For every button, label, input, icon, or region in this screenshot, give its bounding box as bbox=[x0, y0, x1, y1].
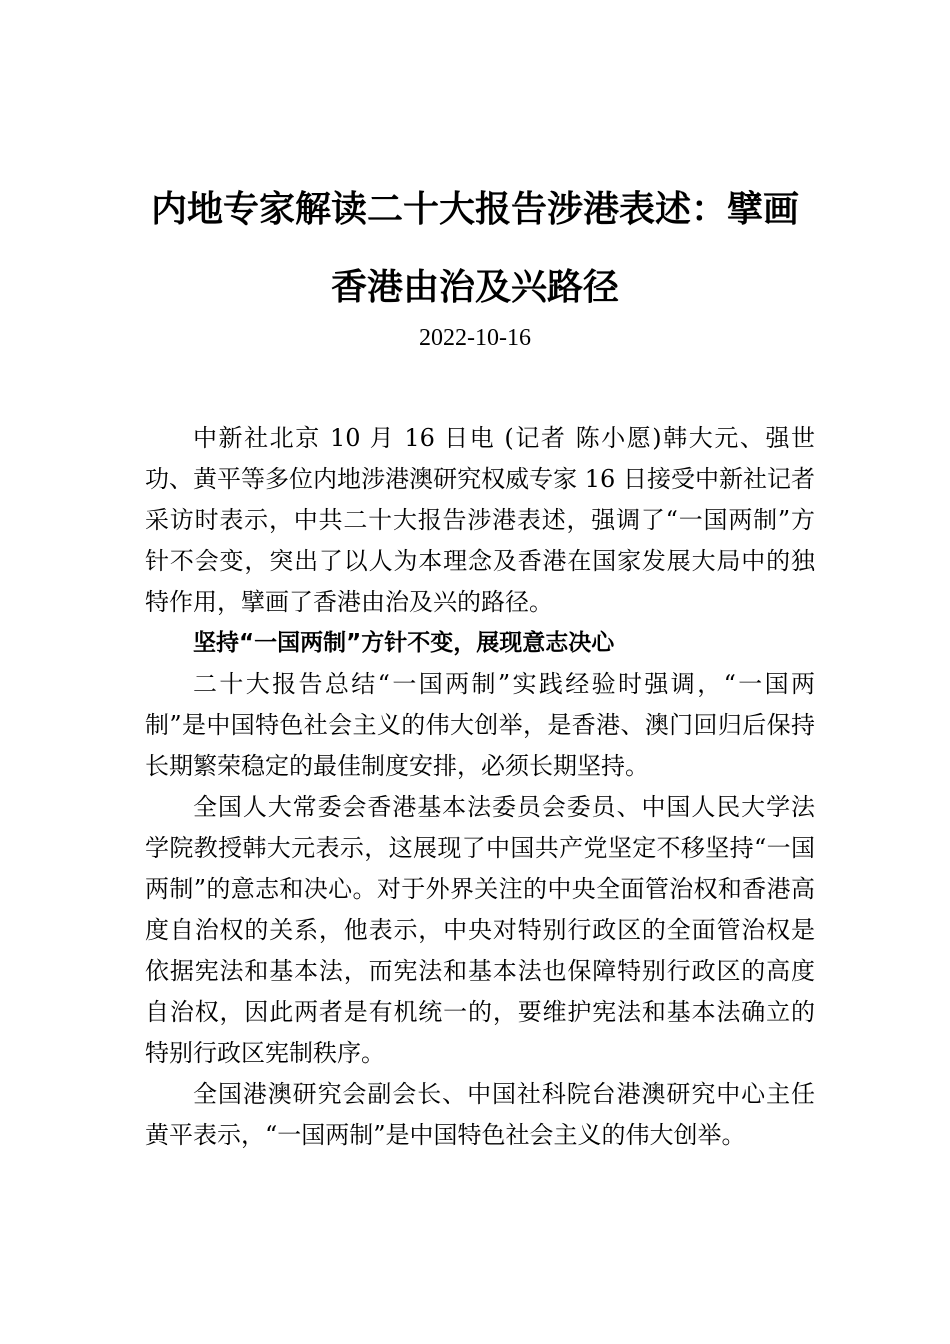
paragraph: 全国人大常委会香港基本法委员会委员、中国人民大学法学院教授韩大元表示，这展现了中国共产党坚定不移坚持“一国两制”的意志和决心。对于外界关注的中央全面管治权和香港高度自治权的关系，他表示，中央对特别行政区的全面管治权是依据宪法和基本法，而宪法和基本法也保障特别行政区的高度自治权，因此两者是有机统一的，要维护宪法和基本法确立的特别行政区宪制秩序。 bbox=[145, 793, 815, 1067]
article-title bbox=[120, 170, 830, 326]
section-heading: 坚持“一国两制”方针不变，展现意志决心 bbox=[193, 630, 615, 656]
article-date: 2022-10-16 bbox=[419, 325, 531, 351]
article-body bbox=[145, 418, 815, 1156]
paragraph-lead: 中新社北京 10 月 16 日电 (记者 陈小愿)韩大元、强世功、黄平等多位内地涉港澳研究权威专家 16 日接受中新社记者采访时表示，中共二十大报告涉港表述，强调了“一国两制”方针不会变，突出了以人为本理念及香港在国家发展大局中的独特作用，擘画了香港由治及兴的路径。 bbox=[145, 424, 815, 616]
paragraph: 二十大报告总结“一国两制”实践经验时强调，“一国两制”是中国特色社会主义的伟大创举，是香港、澳门回归后保持长期繁荣稳定的最佳制度安排，必须长期坚持。 bbox=[145, 670, 815, 780]
paragraph: 全国港澳研究会副会长、中国社科院台港澳研究中心主任黄平表示，“一国两制”是中国特色社会主义的伟大创举。 bbox=[145, 1080, 815, 1149]
article-title-line-1: 内地专家解读二十大报告涉港表述：擘画 bbox=[150, 188, 799, 230]
article-title-line-2: 香港由治及兴路径 bbox=[330, 266, 619, 308]
